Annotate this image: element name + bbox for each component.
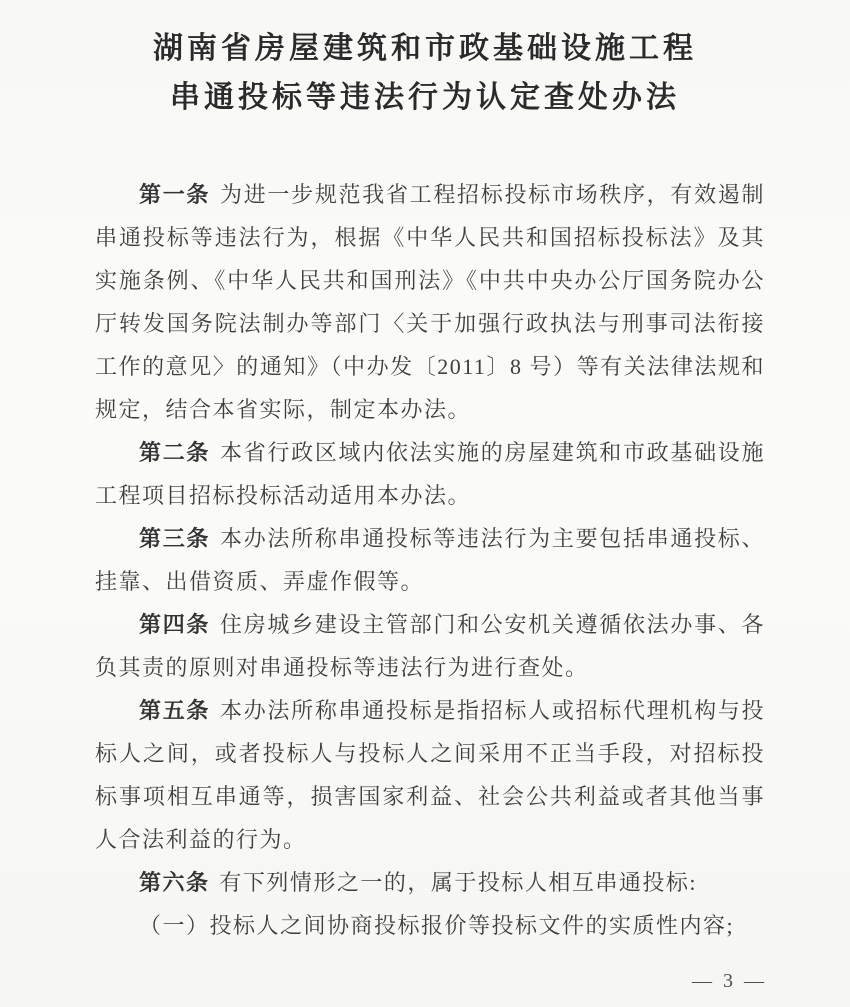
document-body	[95, 173, 765, 947]
article-6-item-1-text: （一）投标人之间协商投标报价等投标文件的实质性内容;	[139, 913, 735, 938]
article-paragraph-3	[95, 517, 765, 603]
article-5-text: 本办法所称串通投标是指招标人或招标代理机构与投标人之间，或者投标人与投标人之间采用不正当手段，对招标投标事项相互串通等，损害国家利益、社会公共利益或者其他当事人合法利益的行为。	[95, 698, 765, 852]
article-4-text: 住房城乡建设主管部门和公安机关遵循依法办事、各负其责的原则对串通投标等违法行为进行查处。	[95, 612, 765, 680]
article-4-number: 第四条	[139, 612, 211, 637]
article-3-text: 本办法所称串通投标等违法行为主要包括串通投标、挂靠、出借资质、弄虚作假等。	[95, 526, 765, 594]
article-3-number: 第三条	[139, 526, 211, 551]
page-number: — 3 —	[692, 970, 767, 992]
article-paragraph-2	[95, 431, 765, 517]
article-paragraph-6	[95, 861, 765, 904]
article-paragraph-5	[95, 689, 765, 861]
article-6-number: 第六条	[139, 870, 210, 895]
document-title-line-2: 串通投标等违法行为认定查处办法	[170, 81, 680, 114]
document-title	[0, 0, 850, 122]
article-2-number: 第二条	[139, 440, 211, 465]
article-5-number: 第五条	[139, 698, 211, 723]
article-6-text: 有下列情形之一的，属于投标人相互串通投标:	[219, 870, 698, 895]
article-paragraph-4	[95, 603, 765, 689]
article-6-item-1	[95, 904, 765, 947]
article-1-number: 第一条	[139, 182, 211, 207]
document-title-line-1: 湖南省房屋建筑和市政基础设施工程	[153, 32, 697, 65]
article-1-text: 为进一步规范我省工程招标投标市场秩序，有效遏制串通投标等违法行为，根据《中华人民共和国招标投标法》及其实施条例、《中华人民共和国刑法》《中共中央办公厅国务院办公厅转发国务院法制办等部门〈关于加强行政执法与刑事司法衔接工作的意见〉的通知》（中办发〔2011〕8 号）等有关法律法规和规定，结合本省实际，制定本办法。	[95, 182, 765, 422]
article-paragraph-1	[95, 173, 765, 431]
article-2-text: 本省行政区域内依法实施的房屋建筑和市政基础设施工程项目招标投标活动适用本办法。	[95, 440, 765, 508]
